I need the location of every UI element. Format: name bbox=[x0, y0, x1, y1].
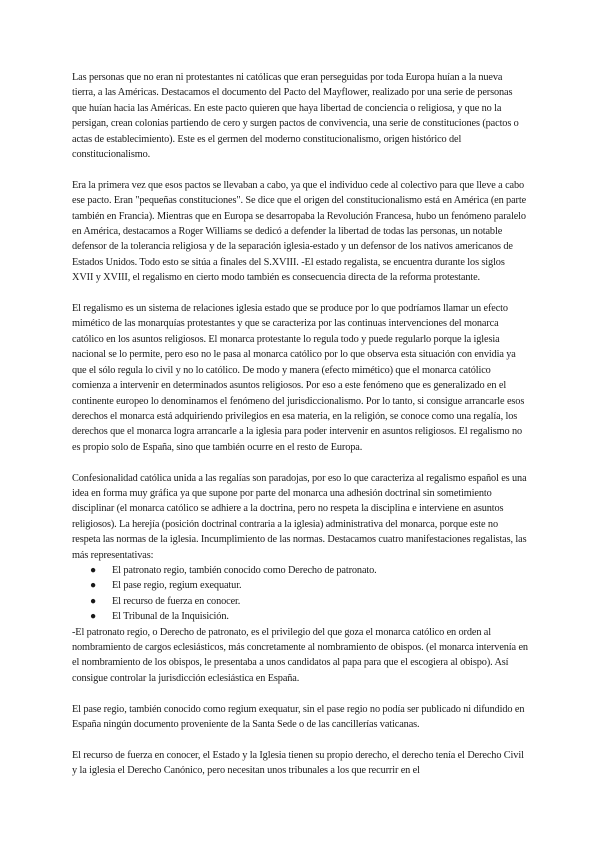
list-item-text: El recurso de fuerza en conocer. bbox=[112, 595, 241, 607]
list-item-text: El Tribunal de la Inquisición. bbox=[112, 611, 229, 623]
list-item-text: El patronato regio, también conocido como Derecho de patronato. bbox=[112, 564, 377, 576]
paragraph-regalismo: El regalismo es un sistema de relaciones iglesia estado que se produce por lo que podríamos llamar un efecto mimético de las monarquías protestantes y que se caracteriza por las continuas intervenciones del monarca católico en los asuntos religiosos. El monarca protestante lo regula todo y puede regularlo porque la iglesia nacional se lo permite, pero eso no le pasa al monarca católico por lo que observa esta situación con envidia ya que el sólo regula lo civil y no lo católico. De modo y manera (efecto mimético) que el monarca católico comienza a intervenir en determinados asuntos religiosos. Por eso a este fenómeno que es generalizado en el continente europeo lo denominamos el fenómeno del jurisdiccionalismo. Por lo tanto, si consigue arrancarle esos derechos el monarca está adquiriendo privilegios en esa materia, en la religión, se conoce como una regalía, los derechos que el monarca logra arrancarle a la iglesia para poder intervenir en asuntos religiosos. El regalismo no es propio solo de España, sino que también ocurre en el resto de Europa. bbox=[72, 303, 525, 453]
list-item bbox=[72, 578, 528, 593]
list-item bbox=[72, 609, 528, 624]
bullet-icon: ● bbox=[90, 564, 97, 576]
paragraph-pase-regio: El pase regio, también conocido como regium exequatur, sin el pase regio no podía ser publicado ni difundido en España ningún documento proveniente de la Santa Sede o de las cancillerías vaticanas. bbox=[72, 703, 525, 730]
list-item-text: El pase regio, regium exequatur. bbox=[112, 580, 242, 592]
document-body bbox=[72, 70, 528, 794]
paragraph-confesionalidad: Confesionalidad católica unida a las regalías son paradojas, por eso lo que caracteriza al regalismo español es una idea en forma muy gráfica ya que supone por parte del monarca una adhesión doctrinal sin sometimiento disciplinar (el monarca católico se adhiere a la doctrina, pero no respeta la disciplina e interviene en asuntos religiosos). La herejía (posición doctrinal contraria a la iglesia) administrativa del monarca, porque este no respeta las normas de la iglesia. Incumplimiento de las normas. Destacamos cuatro manifestaciones regalistas, las más representativas: bbox=[72, 472, 527, 561]
list-item bbox=[72, 594, 528, 609]
bullet-icon: ● bbox=[90, 611, 97, 623]
regalist-manifestations-list bbox=[72, 563, 528, 625]
paragraph-constitutionalism-origin: Era la primera vez que esos pactos se llevaban a cabo, ya que el individuo cede al colectivo para que lleve a cabo ese pacto. Eran "pequeñas constituciones". Se dice que el origen del constitucionalismo está en América (en parte también en Francia). Mientras que en Europa se desarropaba la Revolución Francesa, hubo un fenómeno paralelo en América, destacamos a Roger Williams se dedicó a defender la libertad de todas las personas, un notable defensor de la tolerancia religiosa y de la separación iglesia-estado y un defensor de los nativos americanos de Estados Unidos. Todo esto se sitúa a finales del S.XVIII. -El estado regalista, se encuentra durante los siglos XVII y XVIII, el regalismo en cierto modo también es consecuencia directa de la reforma protestante. bbox=[72, 179, 527, 284]
bullet-icon: ● bbox=[90, 580, 97, 592]
paragraph-recurso-de-fuerza: El recurso de fuerza en conocer, el Estado y la Iglesia tienen su propio derecho, el derecho tenía el Derecho Civil y la iglesia el Derecho Canónico, pero necesitan unos tribunales a los que recurrir en el bbox=[72, 749, 524, 777]
paragraph-patronato-regio: -El patronato regio, o Derecho de patronato, es el privilegio del que goza el monarca católico en orden al nombramiento de cargos eclesiásticos, más concretamente al nombramiento de obispos. (el monarca intervenía en el nombramiento de los obispos, le presentaba a unos candidatos al papa para que el escogiera al obispo). Así consigue controlar la jurisdicción eclesiástica en España. bbox=[72, 626, 528, 684]
paragraph-mayflower: Las personas que no eran ni protestantes ni católicas que eran perseguidas por toda Europa huían a la nueva tierra, a las Américas. Destacamos el documento del Pacto del Mayflower, realizado por una serie de personas que huían hacia las Américas. En este pacto quieren que haya libertad de conciencia o religiosa, y que no la persigan, crean colonias partiendo de cero y surgen pactos de convivencia, una serie de constituciones (pactos o actas de establecimiento). Este es el germen del moderno constitucionalismo, origen histórico del constitucionalismo. bbox=[72, 72, 519, 161]
list-item bbox=[72, 563, 528, 578]
bullet-icon: ● bbox=[90, 595, 97, 607]
